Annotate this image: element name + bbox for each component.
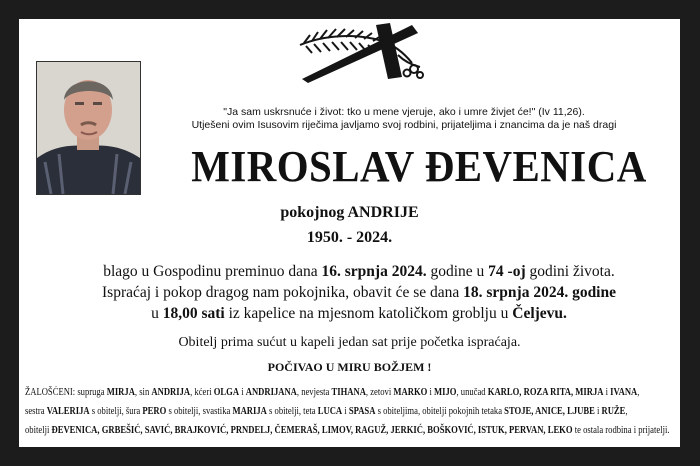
quote-line-2: Utješeni ovim Isusovim riječima javljamo svoj rodbini, prijateljima i znancima da je naš dragi xyxy=(191,119,617,131)
mourner-name: KARLO, ROZA RITA, MIRJA xyxy=(487,387,604,398)
announcement-line-2 xyxy=(59,282,659,303)
mourner-name: TIHANA xyxy=(331,387,366,398)
announcement-line-1 xyxy=(59,261,659,282)
mourners-row xyxy=(25,383,640,402)
mourner-name: STOJE, ANICE, LJUBE xyxy=(504,406,595,417)
mourner-name: MIRJA xyxy=(106,387,135,398)
deceased-portrait xyxy=(36,61,141,195)
mourner-name: SPASA xyxy=(348,406,376,417)
quote-line-1: "Ja sam uskrsnuće i život: tko u mene vjeruje, ako i umre živjet će!" (Iv 11,26). xyxy=(223,106,585,118)
announcement-line-3 xyxy=(59,303,659,324)
mourner-relation: i xyxy=(603,387,611,398)
text-fragment: godine u xyxy=(426,263,489,280)
life-years: 1950. - 2024. xyxy=(306,229,393,246)
mourner-relation: i xyxy=(594,406,602,417)
obituary-card xyxy=(19,19,680,447)
funeral-date: 18. srpnja 2024. godine xyxy=(463,284,616,301)
bible-quote xyxy=(144,106,664,132)
mourner-relation: s obitelji, teta xyxy=(266,406,318,417)
mourner-relation: , unučad xyxy=(456,387,488,398)
mourner-name: ANDRIJANA xyxy=(245,387,297,398)
mourner-relation: , nevjesta xyxy=(296,387,332,398)
mourner-name: VALERIJA xyxy=(46,406,90,417)
text-fragment: godini života. xyxy=(525,263,615,280)
mourner-relation: , xyxy=(637,387,640,398)
mourner-relation: i xyxy=(239,387,246,398)
mourners-list xyxy=(25,383,677,440)
mourner-relation: , sin xyxy=(134,387,152,398)
mourner-name: LUCA xyxy=(317,406,343,417)
mourner-relation: supruga xyxy=(77,387,107,398)
text-fragment: u xyxy=(151,305,163,322)
condolence-note: Obitelj prima sućut u kapeli jedan sat prije početka ispraćaja. xyxy=(178,335,521,350)
mourner-relation: s obitelji, šura xyxy=(89,406,143,417)
mourner-name: ĐEVENICA, GRBEŠIĆ, SAVIĆ, BRAJKOVIĆ, PRNDELJ, ČEMERAŠ, LIMOV, RAGUŽ, JERKIĆ, BOŠKOVIĆ, ISTUK, PERVAN, LEKO xyxy=(51,425,573,436)
mourner-name: RUŽE xyxy=(601,406,626,417)
mourner-name: PERO xyxy=(142,406,167,417)
father-name: pokojnog ANDRIJE xyxy=(280,204,419,221)
funeral-place: Čeljevu. xyxy=(512,305,567,322)
mourner-name: MARIJA xyxy=(232,406,267,417)
mourner-name: MARKO xyxy=(393,387,428,398)
mourner-relation: sestra xyxy=(25,406,47,417)
mourner-name: MIJO xyxy=(434,387,457,398)
rest-in-peace: POČIVAO U MIRU BOŽJEM ! xyxy=(267,360,432,374)
mourner-relation: , zetovi xyxy=(365,387,394,398)
mourner-relation: i xyxy=(342,406,349,417)
deceased-name: MIROSLAV ĐEVENICA xyxy=(191,142,647,191)
announcement-text xyxy=(59,261,659,324)
funeral-time: 18,00 sati xyxy=(162,305,225,322)
mourner-relation: ŽALOŠĆENI: xyxy=(25,387,78,398)
mourner-relation: te ostala rodbina i prijatelji. xyxy=(572,425,670,436)
mourner-relation: i xyxy=(427,387,435,398)
text-fragment: iz kapelice na mjesnom katoličkom groblju u xyxy=(224,305,513,322)
mourner-name: OLGA xyxy=(213,387,240,398)
mourners-row xyxy=(25,421,670,440)
mourner-relation: obitelji xyxy=(25,425,52,436)
death-date: 16. srpnja 2024. xyxy=(321,263,427,280)
cross-with-palm-icon xyxy=(294,21,429,88)
mourner-name: IVANA xyxy=(610,387,638,398)
age: 74 -oj xyxy=(488,263,526,280)
text-fragment: blago u Gospodinu preminuo dana xyxy=(103,263,322,280)
mourner-relation: , xyxy=(625,406,628,417)
text-fragment: Ispraćaj i pokop dragog nam pokojnika, obavit će se dana xyxy=(102,284,464,301)
mourner-relation: , kćeri xyxy=(190,387,214,398)
mourners-row xyxy=(25,402,628,421)
mourner-relation: s obitelji, svastika xyxy=(166,406,233,417)
mourner-name: ANDRIJA xyxy=(151,387,191,398)
mourner-relation: s obiteljima, obitelji pokojnih tetaka xyxy=(375,406,505,417)
